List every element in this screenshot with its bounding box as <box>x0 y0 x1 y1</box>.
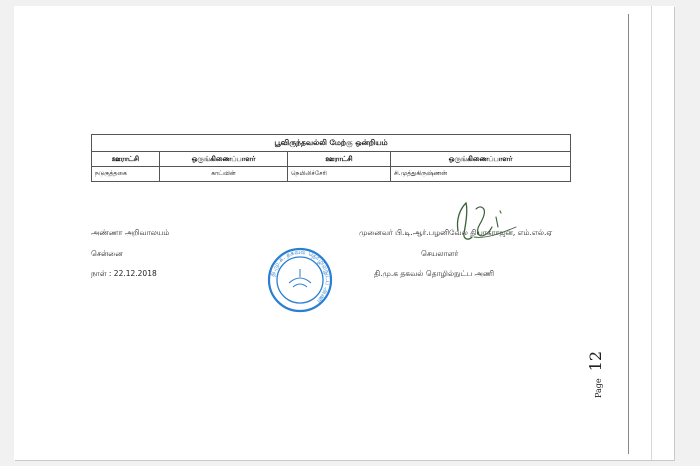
cell-coordinator-2: சி.முத்துகிருஷ்ணன் <box>391 167 571 182</box>
signatory-role: செயலாளர் <box>421 249 459 258</box>
union-coordinators-table <box>91 134 571 182</box>
table-title-row <box>92 135 571 152</box>
page-margin-line <box>628 14 629 454</box>
svg-text:தி.மு.க. தகவல் தொழில்நுட்ப அணி: தி.மு.க. தகவல் தொழில்நுட்ப அணி <box>269 248 332 304</box>
table-row <box>92 167 571 182</box>
header-coordinator-2: ஒருங்கிணைப்பாளர் <box>391 152 571 167</box>
signatory-wing: தி.மு.க தகவல் தொழில்நுட்ப அணி <box>374 269 495 278</box>
cell-panchayat-2: நெமிலிச்சேரி <box>288 167 391 182</box>
cell-coordinator-1: காட்வின் <box>160 167 288 182</box>
document-date: நாள் : 22.12.2018 <box>91 269 157 278</box>
header-panchayat-2: ஊராட்சி <box>288 152 391 167</box>
page-word: Page <box>594 378 603 398</box>
header-panchayat-1: ஊராட்சி <box>92 152 160 167</box>
signatory-name: முனைவர் பி.டி.ஆர்.பழனிவேல் தியாகராஜன், எம்.எல்.ஏ <box>359 228 553 237</box>
page-number: 12 <box>586 350 605 372</box>
city-name: சென்னை <box>91 249 123 258</box>
party-seal-stamp <box>267 247 333 313</box>
header-coordinator-1: ஒருங்கிணைப்பாளர் <box>160 152 288 167</box>
office-name: அண்ணா அறிவாலயம் <box>91 228 170 237</box>
signature-mark <box>446 197 524 247</box>
page-number-label <box>586 351 605 398</box>
page-edge-line <box>651 6 652 460</box>
table-title: பூவிருந்தவல்லி மேற்கு ஒன்றியம் <box>92 135 571 152</box>
cell-panchayat-1: நடுகுத்தகை <box>92 167 160 182</box>
table-header-row <box>92 152 571 167</box>
